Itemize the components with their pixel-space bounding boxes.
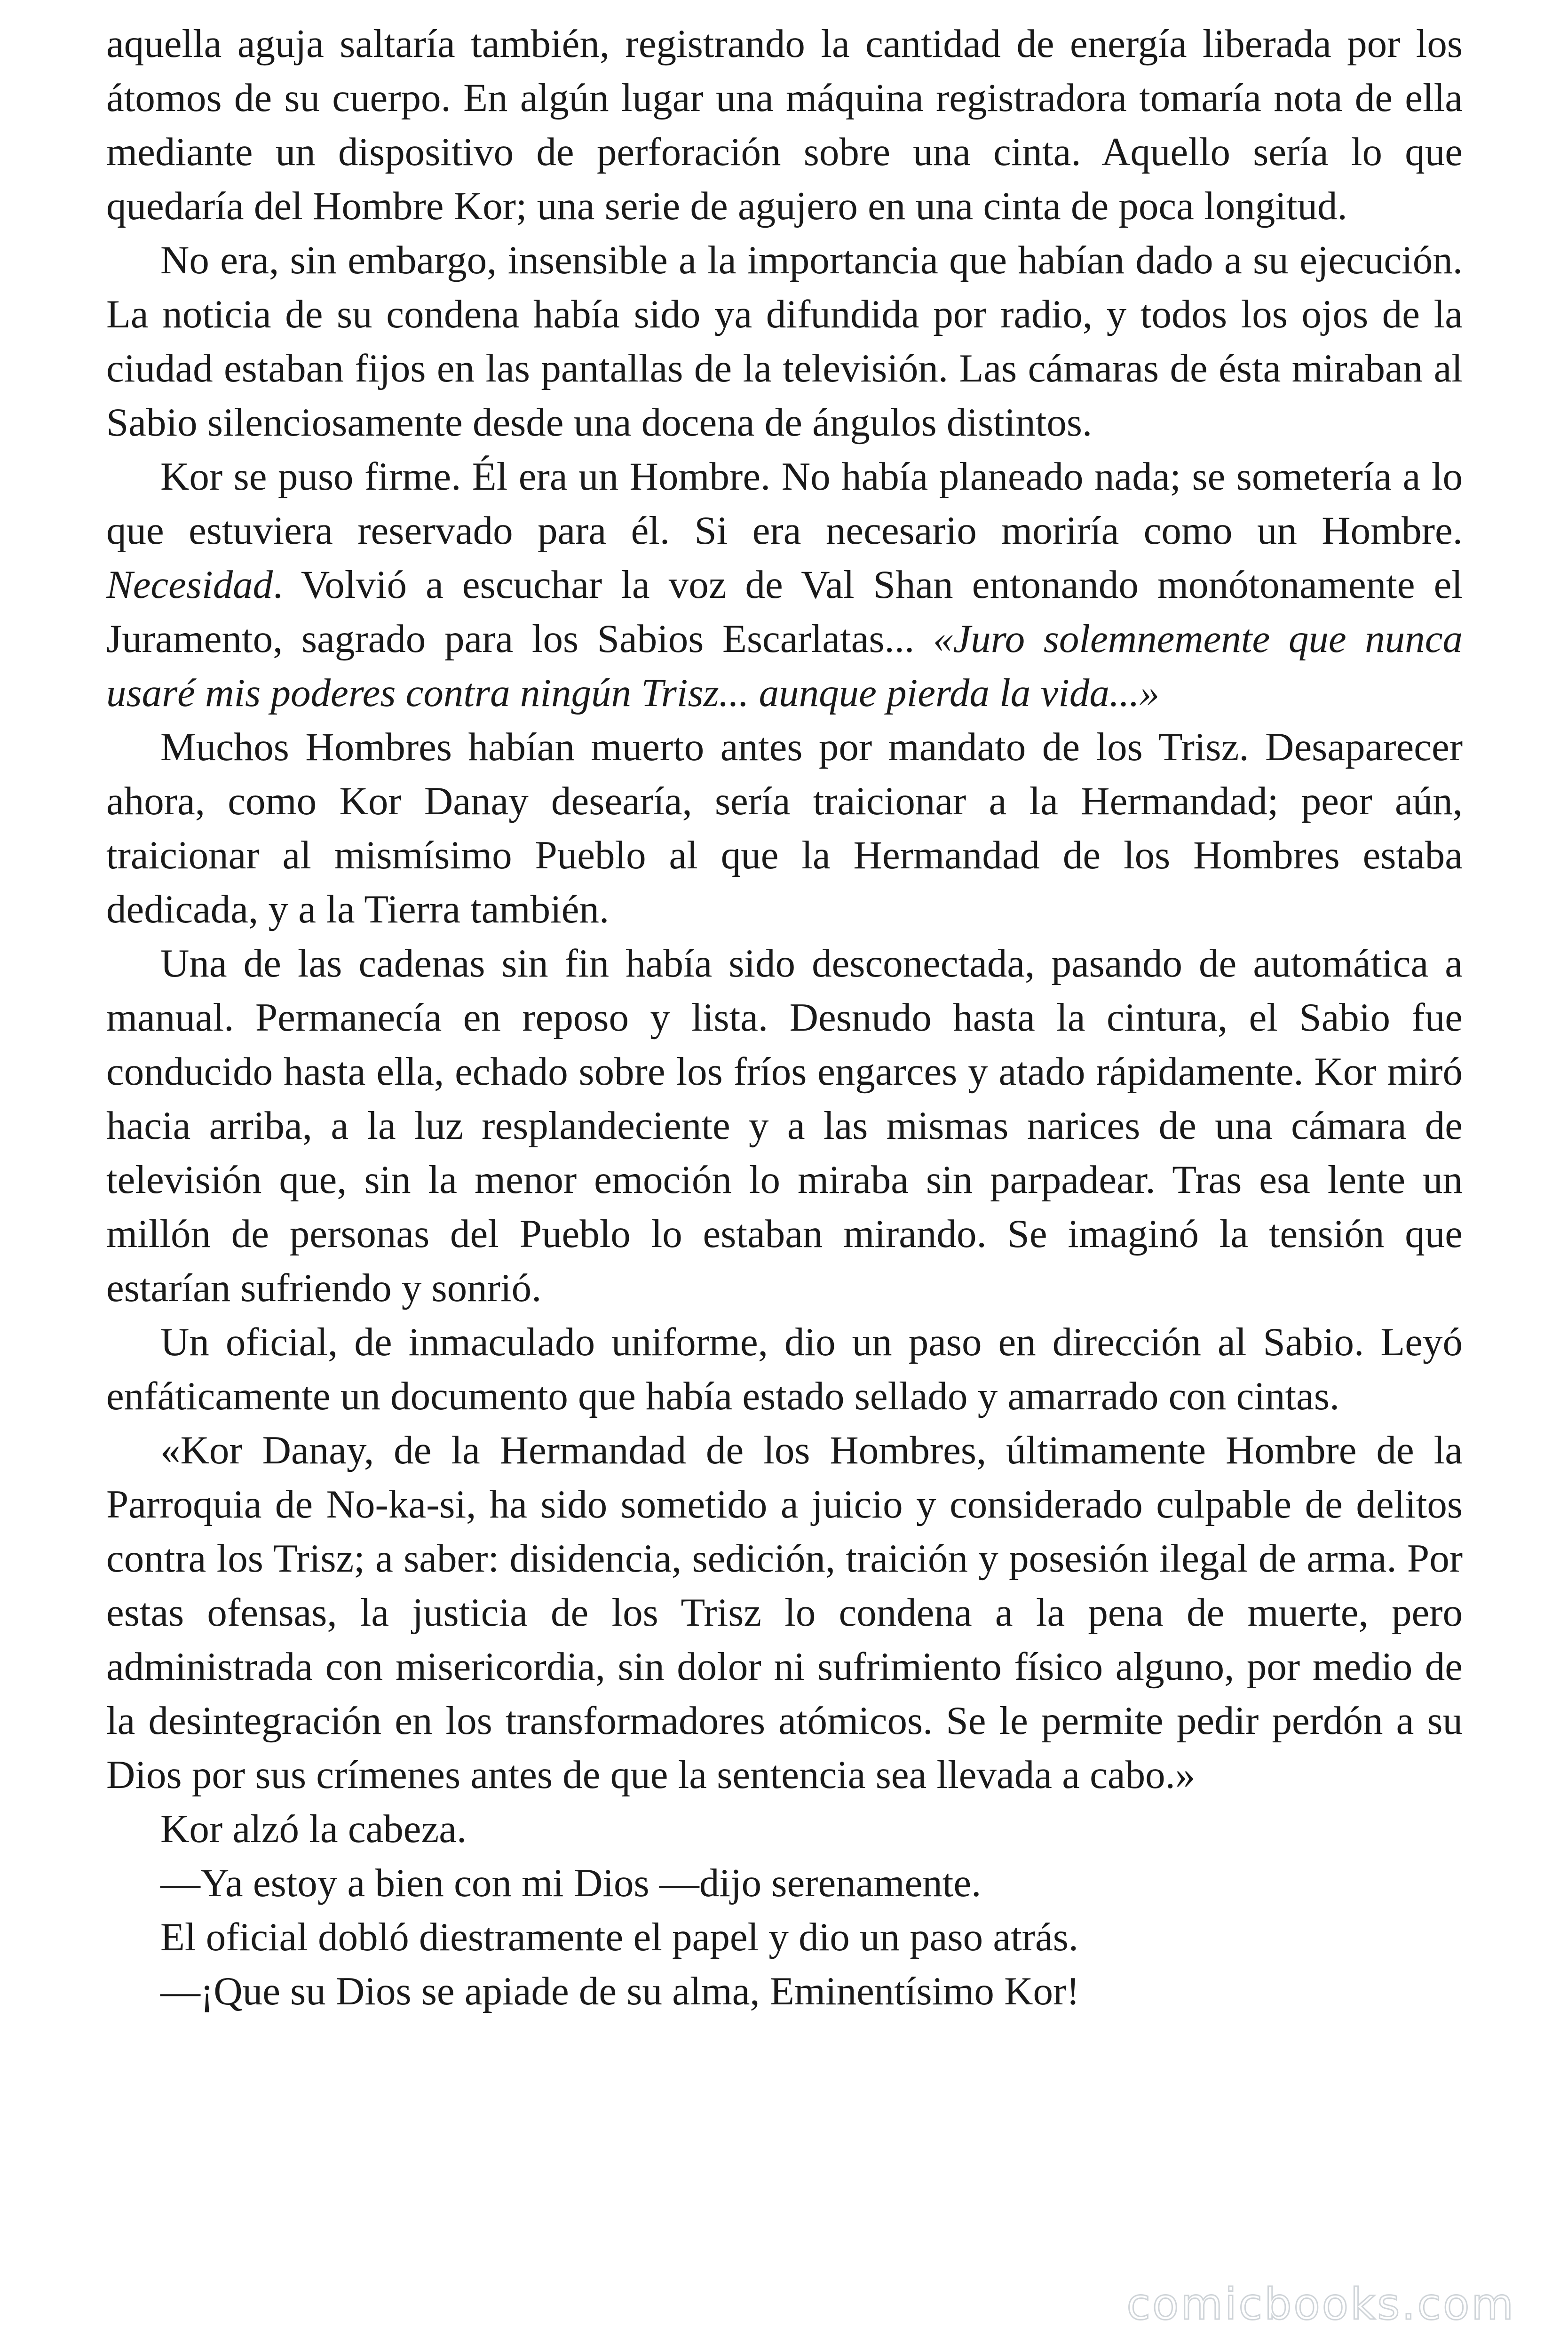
- text-run: —¡Que su Dios se apiade de su alma, Eminentísimo Kor!: [160, 1969, 1080, 2013]
- text-run: Kor alzó la cabeza.: [160, 1807, 467, 1851]
- text-run: Kor se puso firme. Él era un Hombre. No había planeado nada; se sometería a lo que estuviera reservado para él. Si era necesario moriría como un Hombre.: [106, 454, 1463, 553]
- text-run: —Ya estoy a bien con mi Dios —dijo serenamente.: [160, 1861, 982, 1905]
- text-run: Un oficial, de inmaculado uniforme, dio un paso en dirección al Sabio. Leyó enfáticamente un documento que había estado sellado y amarrado con cintas.: [106, 1320, 1463, 1418]
- italic-text: «Juro solemnemente que nunca usaré mis poderes contra ningún Trisz... aunque pierda la vida...»: [106, 617, 1463, 715]
- body-text: [106, 17, 1463, 2018]
- paragraph: [106, 937, 1463, 1315]
- text-run: Muchos Hombres habían muerto antes por mandato de los Trisz. Desaparecer ahora, como Kor Danay desearía, sería traicionar a la Hermandad; peor aún, traicionar al mismísimo Pueblo al que la Hermandad de los Hombres estaba dedicada, y a la Tierra también.: [106, 725, 1463, 931]
- paragraph: [106, 1423, 1463, 1802]
- paragraph: [106, 1856, 1463, 1910]
- watermark: comicbooks.com: [1126, 2279, 1515, 2329]
- text-run: El oficial dobló diestramente el papel y dio un paso atrás.: [160, 1915, 1079, 1959]
- paragraph: [106, 233, 1463, 450]
- text-run: . Volvió a escuchar la voz de Val Shan entonando monótonamente el Juramento, sagrado para los Sabios Escarlatas...: [106, 563, 1463, 661]
- paragraph: [106, 1802, 1463, 1856]
- paragraph: [106, 1964, 1463, 2018]
- text-run: No era, sin embargo, insensible a la importancia que habían dado a su ejecución. La noticia de su condena había sido ya difundida por radio, y todos los ojos de la ciudad estaban fijos en las pantallas de la televisión. Las cámaras de ésta miraban al Sabio silenciosamente desde una docena de ángulos distintos.: [106, 238, 1463, 445]
- paragraph: [106, 450, 1463, 720]
- paragraph: [106, 1910, 1463, 1964]
- text-run: «Kor Danay, de la Hermandad de los Hombres, últimamente Hombre de la Parroquia de No-ka-si, ha sido sometido a juicio y considerado culpable de delitos contra los Trisz; a saber: disidencia, sedición, traición y posesión ilegal de arma. Por estas ofensas, la justicia de los Trisz lo condena a la pena de muerte, pero administrada con misericordia, sin dolor ni sufrimiento físico alguno, por medio de la desintegración en los transformadores atómicos. Se le permite pedir perdón a su Dios por sus crímenes antes de que la sentencia sea llevada a cabo.»: [106, 1428, 1463, 1797]
- document-page: [106, 17, 1463, 2018]
- paragraph: [106, 1315, 1463, 1423]
- text-run: aquella aguja saltaría también, registrando la cantidad de energía liberada por los átomos de su cuerpo. En algún lugar una máquina registradora tomaría nota de ella mediante un dispositivo de perforación sobre una cinta. Aquello sería lo que quedaría del Hombre Kor; una serie de agujero en una cinta de poca longitud.: [106, 22, 1463, 228]
- italic-text: Necesidad: [106, 563, 273, 607]
- text-run: Una de las cadenas sin fin había sido desconectada, pasando de automática a manual. Permanecía en reposo y lista. Desnudo hasta la cintura, el Sabio fue conducido hasta ella, echado sobre los fríos engarces y atado rápidamente. Kor miró hacia arriba, a la luz resplandeciente y a las mismas narices de una cámara de televisión que, sin la menor emoción lo miraba sin parpadear. Tras esa lente un millón de personas del Pueblo lo estaban mirando. Se imaginó la tensión que estarían sufriendo y sonrió.: [106, 941, 1463, 1310]
- paragraph: [106, 17, 1463, 233]
- paragraph: [106, 720, 1463, 937]
